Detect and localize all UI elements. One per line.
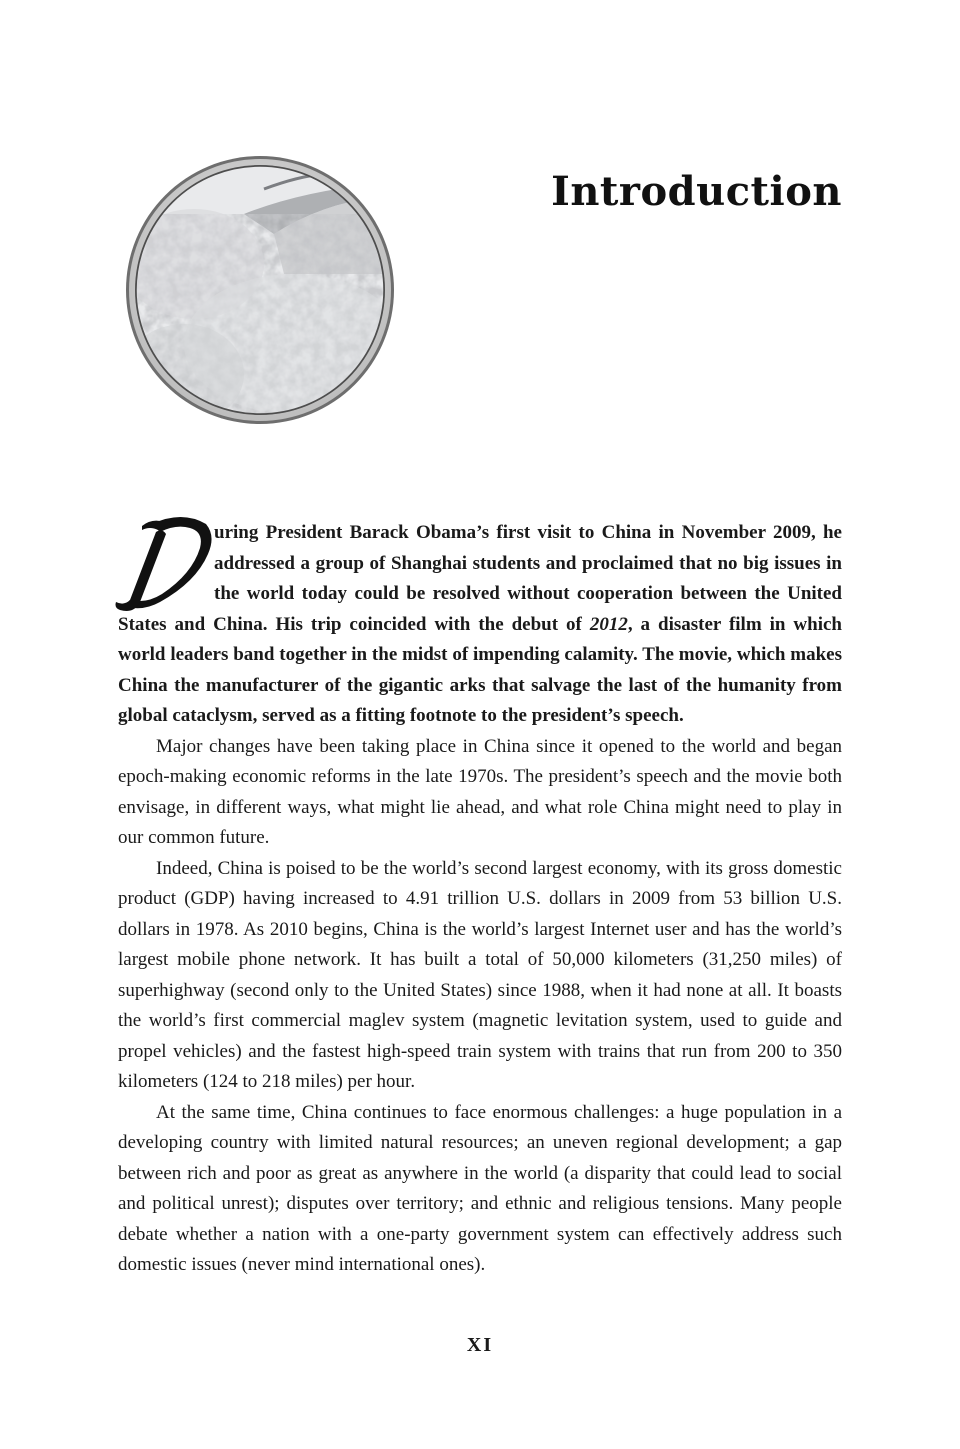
snowy-temple-roof-image [124,154,396,426]
lead-text-before: uring President Barack Obama’s first visit to China in November 2009, he addressed a group of Shanghai students and proclaimed that no big issues in the world today could be resolved without cooperation between the United States and China. His trip coincided with the debut of [118,522,842,635]
chapter-body [12,418,842,1281]
dropcap-letter-text: D [12,418,13,419]
dropcap-letter-d [12,418,212,608]
lead-paragraph [12,418,842,732]
chapter-title: Introduction [551,168,842,215]
paragraph-4: At the same time, China continues to face enormous challenges: a huge population in a developing country with limited natural resources; an uneven regional development; a gap between rich and poor as great as anywhere in the world (a disparity that could lead to social and political unrest); disputes over territory; and ethnic and religious tensions. Many people debate whether a nation with a one-party government system can effectively address such domestic issues (never mind international ones). [118,1101,842,1275]
lead-text-after: , a disaster film in which world leaders band together in the midst of impending calamity. The movie, which makes China the manufacturer of the gigantic arks that salvage the last of the humanity from global cataclysm, served as a fitting footnote to the president’s speech. [118,613,842,726]
page-number: XI [466,1334,494,1356]
paragraph-3: Indeed, China is poised to be the world’s second largest economy, with its gross domestic product (GDP) having increased to 4.91 trillion U.S. dollars in 2009 from 53 billion U.S. dollars in 1978. As 2010 begins, China is the world’s largest Internet user and has the world’s largest mobile phone network. It has built a total of 50,000 kilometers (31,250 miles) of superhighway (second only to the United States) since 1988, when it had none at all. It boasts the world’s first commercial maglev system (magnetic levitation system, used to guide and propel vehicles) and the fastest high-speed train system with trains that run from 200 to 350 kilometers (124 to 218 miles) per hour. [118,857,842,1092]
paragraph-2: Major changes have been taking place in China since it opened to the world and began epoch-making economic reforms in the late 1970s. The president’s speech and the movie both envisage, in different ways, what might lie ahead, and what role China might need to play in our common future. [118,735,842,848]
film-title: 2012 [589,613,628,635]
